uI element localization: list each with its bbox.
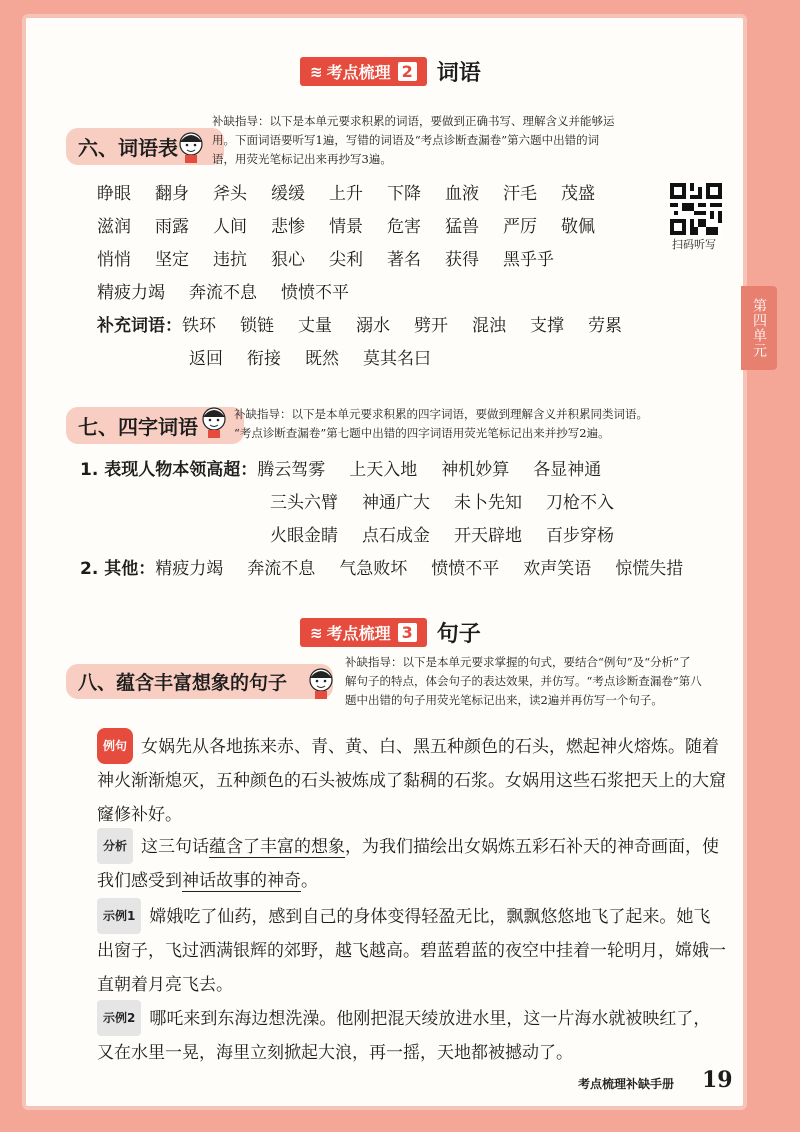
section-header-3 (300, 617, 481, 648)
word: 狠心 (271, 250, 305, 270)
note-line: 补缺指导：以下是本单元要求积累的四字词语，要做到理解含义并积累同类词语。 (234, 407, 648, 421)
example-text: 女娲先从各地拣来赤、青、黄、白、黑五种颜色的石头，燃起神火熔炼。随着神火渐渐熄灭，五种颜色的石头被炼成了黏稠的石浆。女娲用这些石浆把天上的大窟窿修补好。 (97, 737, 726, 825)
word: 获得 (445, 250, 479, 270)
word: 人间 (213, 217, 247, 237)
word: 睁眼 (97, 184, 131, 204)
sample2-text: 哪吒来到东海边想洗澡。他刚把混天绫放进水里，这一片海水就被映红了，又在水里一晃，海里立刻掀起大浪，再一摇，天地都被撼动了。 (97, 1009, 711, 1063)
group1-label: 1. 表现人物本领高超： (80, 460, 258, 480)
note-line: 补缺指导：以下是本单元要求积累的词语，要做到正确书写、理解含义并能够运 (212, 114, 615, 128)
badge-number: 3 (398, 623, 417, 642)
word: 血液 (445, 184, 479, 204)
note-line: 补缺指导：以下是本单元要求掌握的句式，要结合“例句”及“分析”了 (345, 655, 691, 669)
idiom: 气急败坏 (339, 559, 408, 579)
sample1-paragraph (97, 898, 727, 1002)
word: 情景 (329, 217, 363, 237)
word: 坚定 (155, 250, 189, 270)
word: 丈量 (298, 316, 332, 336)
section-badge (300, 618, 427, 647)
page-number: 19 (702, 1067, 733, 1093)
word-list (97, 178, 646, 376)
word: 铁环 (182, 316, 216, 336)
word: 返回 (189, 349, 223, 369)
wave-icon: ≋ (310, 623, 323, 642)
unit-side-tab: 第四单元 (741, 286, 777, 370)
idiom: 火眼金睛 (270, 526, 338, 546)
word: 尖利 (329, 250, 363, 270)
group1-row (80, 520, 707, 553)
word: 上升 (329, 184, 363, 204)
word: 茂盛 (561, 184, 595, 204)
idiom: 欢声笑语 (523, 559, 592, 579)
section-badge (300, 57, 427, 86)
qr-label: 扫码听写 (672, 238, 716, 251)
supplement-row (97, 310, 646, 343)
idiom: 开天辟地 (454, 526, 522, 546)
word: 莫其名曰 (363, 349, 431, 369)
analysis-underline: 蕴含了丰富的想象 (209, 837, 346, 857)
word: 汗毛 (503, 184, 537, 204)
four-char-list (80, 454, 707, 586)
sample2-tag: 示例2 (97, 1000, 141, 1036)
word: 悲惨 (271, 217, 305, 237)
idiom: 各显神通 (533, 460, 602, 480)
sample1-text: 嫦娥吃了仙药，感到自己的身体变得轻盈无比，飘飘悠悠地飞了起来。她飞出窗子，飞过洒满银辉的郊野，越飞越高。碧蓝碧蓝的夜空中挂着一轮明月，嫦娥一直朝着月亮飞去。 (97, 907, 726, 995)
word: 混浊 (472, 316, 506, 336)
wave-icon: ≋ (310, 62, 323, 81)
idiom: 惊慌失措 (615, 559, 684, 579)
analysis-tag: 分析 (97, 828, 133, 864)
idiom: 腾云驾雾 (257, 460, 326, 480)
word: 危害 (387, 217, 421, 237)
note-line: 用。下面词语要听写1遍，写错的词语及“考点诊断查漏卷”第六题中出错的词 (212, 133, 600, 147)
word: 猛兽 (445, 217, 479, 237)
badge-label: 考点梳理 (326, 624, 391, 643)
supplement-row (97, 343, 646, 376)
part-8-title: 八、蕴含丰富想象的句子 (66, 664, 333, 699)
part-7-note (234, 405, 648, 443)
word-row (97, 244, 646, 277)
idiom: 百步穿杨 (546, 526, 614, 546)
footer-title: 考点梳理补缺手册 (578, 1077, 675, 1091)
word-row (97, 277, 646, 310)
word: 违抗 (213, 250, 247, 270)
analysis-underline: 神话故事的神奇 (182, 871, 301, 891)
word: 支撑 (530, 316, 564, 336)
idiom: 刀枪不入 (546, 493, 614, 513)
badge-number: 2 (398, 62, 417, 81)
word: 既然 (305, 349, 339, 369)
group1-row (80, 454, 707, 487)
word: 劳累 (588, 316, 622, 336)
word: 劈开 (414, 316, 448, 336)
qr-code-icon[interactable] (670, 183, 722, 235)
analysis-paragraph (97, 828, 727, 898)
kid-icon (306, 666, 336, 700)
section-title: 词语 (436, 61, 481, 86)
supplement-label: 补充词语： (97, 316, 182, 336)
note-line: “考点诊断查漏卷”第七题中出错的四字词语用荧光笔标记出来并抄写2遍。 (234, 426, 610, 440)
part-8-note (345, 653, 702, 710)
word: 锁链 (240, 316, 274, 336)
group1-row (80, 487, 707, 520)
note-line: 解句子的特点，体会句子的表达效果，并仿写。“考点诊断查漏卷”第八 (345, 674, 702, 688)
idiom: 上天入地 (349, 460, 418, 480)
note-line: 语，用荧光笔标记出来再抄写3遍。 (212, 152, 392, 166)
idiom: 愤愤不平 (431, 559, 500, 579)
part-7-title: 七、四字词语 (66, 407, 244, 444)
example-paragraph (97, 728, 727, 832)
word: 衔接 (247, 349, 281, 369)
example-tag: 例句 (97, 728, 133, 764)
word: 缓缓 (271, 184, 305, 204)
idiom: 三头六臂 (270, 493, 338, 513)
word: 严厉 (503, 217, 537, 237)
kid-icon (176, 130, 206, 164)
idiom: 未卜先知 (454, 493, 522, 513)
idiom: 神机妙算 (441, 460, 510, 480)
word: 溺水 (356, 316, 390, 336)
sample1-tag: 示例1 (97, 898, 141, 934)
note-line: 题中出错的句子用荧光笔标记出来，读2遍并再仿写一个句子。 (345, 693, 663, 707)
section-header-2 (300, 56, 481, 87)
analysis-text: 这三句话 (141, 837, 210, 857)
idiom: 点石成金 (362, 526, 430, 546)
word: 著名 (387, 250, 421, 270)
part-6-note (212, 112, 615, 169)
idiom: 精疲力竭 (155, 559, 224, 579)
kid-icon (199, 405, 229, 439)
word: 敬佩 (561, 217, 595, 237)
word: 翻身 (155, 184, 189, 204)
idiom: 奔流不息 (247, 559, 316, 579)
section-title: 句子 (436, 622, 481, 647)
sample2-paragraph (97, 1000, 727, 1070)
word: 黑乎乎 (503, 250, 554, 270)
badge-label: 考点梳理 (326, 63, 391, 82)
analysis-text: 。 (301, 871, 318, 891)
word: 滋润 (97, 217, 131, 237)
word: 精疲力竭 (97, 283, 165, 303)
idiom: 神通广大 (362, 493, 430, 513)
part-6-title: 六、词语表 (66, 128, 224, 165)
word: 悄悄 (97, 250, 131, 270)
word: 愤愤不平 (281, 283, 349, 303)
word-row (97, 178, 646, 211)
group2-row (80, 553, 707, 586)
word-row (97, 211, 646, 244)
word: 斧头 (213, 184, 247, 204)
analysis-text: ，为我们描绘出女娲炼五彩石补天的神奇画面，使我们感受到 (97, 837, 720, 891)
word: 雨露 (155, 217, 189, 237)
group2-label: 2. 其他： (80, 559, 156, 579)
word: 奔流不息 (189, 283, 257, 303)
word: 下降 (387, 184, 421, 204)
